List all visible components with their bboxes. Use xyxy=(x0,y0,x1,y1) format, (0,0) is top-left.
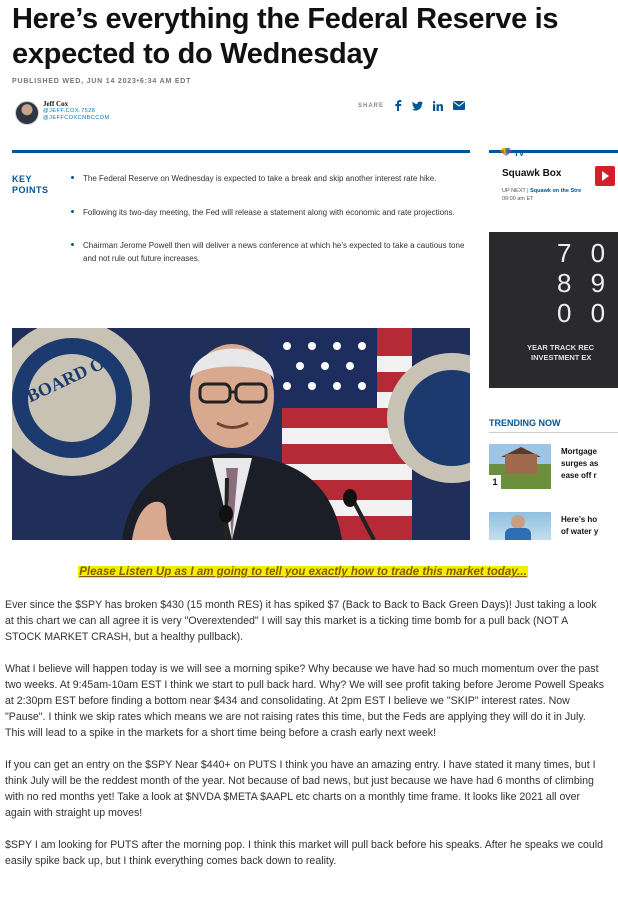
ad-caption-line: INVESTMENT EX xyxy=(531,353,592,362)
author-block xyxy=(43,100,110,122)
trending-thumbnail[interactable] xyxy=(489,512,551,542)
up-next xyxy=(502,188,581,194)
key-points-rule xyxy=(12,150,470,153)
post-banner-text: Please Listen Up as I am going to tell you exactly how to trade this market today... xyxy=(79,566,527,578)
post-banner xyxy=(0,562,606,580)
trending-headline[interactable] xyxy=(561,514,598,538)
trending-rule xyxy=(489,432,618,433)
up-next-label: UP NEXT | xyxy=(502,188,529,194)
trending-headline-line: Mortgage xyxy=(561,447,597,456)
facebook-icon[interactable] xyxy=(394,100,402,111)
share-label: SHARE xyxy=(358,102,385,109)
publish-date: PUBLISHED WED, JUN 14 2023•6:34 AM EDT xyxy=(12,78,192,85)
share-bar xyxy=(358,100,465,111)
email-icon[interactable] xyxy=(453,101,465,110)
article-photo[interactable] xyxy=(12,328,470,540)
author-name[interactable]: Jeff Cox xyxy=(43,100,69,108)
ad-caption xyxy=(527,343,594,363)
key-points-list xyxy=(70,172,465,286)
trending-title: TRENDING NOW xyxy=(489,418,561,428)
play-icon[interactable] xyxy=(595,166,615,186)
key-points-title-text: KEY POINTS xyxy=(12,174,49,195)
up-next-time: 09:00 am ET xyxy=(502,196,534,202)
author-handle[interactable]: @JEFF.COX.7528 xyxy=(43,108,96,114)
post-paragraph: What I believe will happen today is we will see a morning spike? Why because we have had so much momentum over the past two weeks. At 9:45am-10am EST I think we start to pull back hard. Why? We will see profit taking before Jerome Powell Speaks at 2:30pm EST before finding a bottom near $434 and consolidating. At 2pm EST I believe we "SKIP" interest rates. Now "Pause". I think we skip rates which means we are not raising rates this time, but the Feds are applying they will do it in July. This will lead to a spike in the markets for a short time being before a crash early next week! xyxy=(5,663,605,739)
key-point-item: Chairman Jerome Powell then will deliver a news conference at which he’s expected to take a cautious tone and not rule out future increases. xyxy=(70,239,465,265)
ad-digits: 7 0 8 9 0 0 xyxy=(557,238,612,328)
trending-headline-line: ease off r xyxy=(561,471,597,480)
linkedin-icon[interactable] xyxy=(433,101,443,111)
twitter-icon[interactable] xyxy=(412,101,423,111)
house-image xyxy=(505,454,537,474)
author-twitter[interactable]: @JEFFCOXCNBCCOM xyxy=(43,115,110,121)
trending-headline-line: surges as xyxy=(561,459,599,468)
trending-thumbnail[interactable] xyxy=(489,444,551,489)
trending-headline-line: Here’s ho xyxy=(561,515,598,524)
key-point-item: Following its two-day meeting, the Fed will release a statement along with economic and rate projections. xyxy=(70,206,465,219)
post-body xyxy=(5,597,605,885)
tv-show-title[interactable]: Squawk Box xyxy=(502,168,562,179)
key-point-item: The Federal Reserve on Wednesday is expected to take a break and skip another interest rate hike. xyxy=(70,172,465,185)
trending-headline-line: of water y xyxy=(561,527,599,536)
trending-headline[interactable] xyxy=(561,446,598,482)
person-head xyxy=(511,515,525,529)
author-avatar[interactable] xyxy=(15,101,39,125)
key-points-title xyxy=(12,174,52,196)
post-paragraph: If you can get an entry on the $SPY Near $440+ on PUTS I think you have an amazing entry. I have stated it many times, but I think July will be the reddest month of the year. Not because of bad news, but just because we have had 6 months of climbing with no red months yet! Take a look at $NVDA $META $AAPL etc charts on a monthly time frame. It looks like 2021 all over again with straight up moves! xyxy=(5,759,596,819)
powell-photo-illustration xyxy=(12,328,470,540)
article-headline: Here’s everything the Federal Reserve is expected to do Wednesday xyxy=(12,3,559,70)
up-next-show[interactable]: Squawk on the Stre xyxy=(530,188,582,194)
tv-label: TV xyxy=(514,148,525,158)
trending-rank: 1 xyxy=(489,475,501,489)
post-paragraph: $SPY I am looking for PUTS after the morning pop. I think this market will pull back before his speaks. After he speaks we could easily spike back up, but I think everything comes back down to reality. xyxy=(5,839,604,867)
ad-caption-line: YEAR TRACK REC xyxy=(527,343,595,352)
post-paragraph: Ever since the $SPY has broken $430 (15 month RES) it has spiked $7 (Back to Back to Back Green Days)! Just taking a look at this chart we can all agree it is very "Overextended" I will say this market is a ticking time bomb for a pull back (NOT A STOCK MARKET CRASH, but a healthy pullback). xyxy=(5,599,597,643)
seal-text: BOARD OF xyxy=(23,348,118,407)
sidebar-ad[interactable] xyxy=(489,232,618,388)
live-tv-widget[interactable] xyxy=(489,154,618,214)
